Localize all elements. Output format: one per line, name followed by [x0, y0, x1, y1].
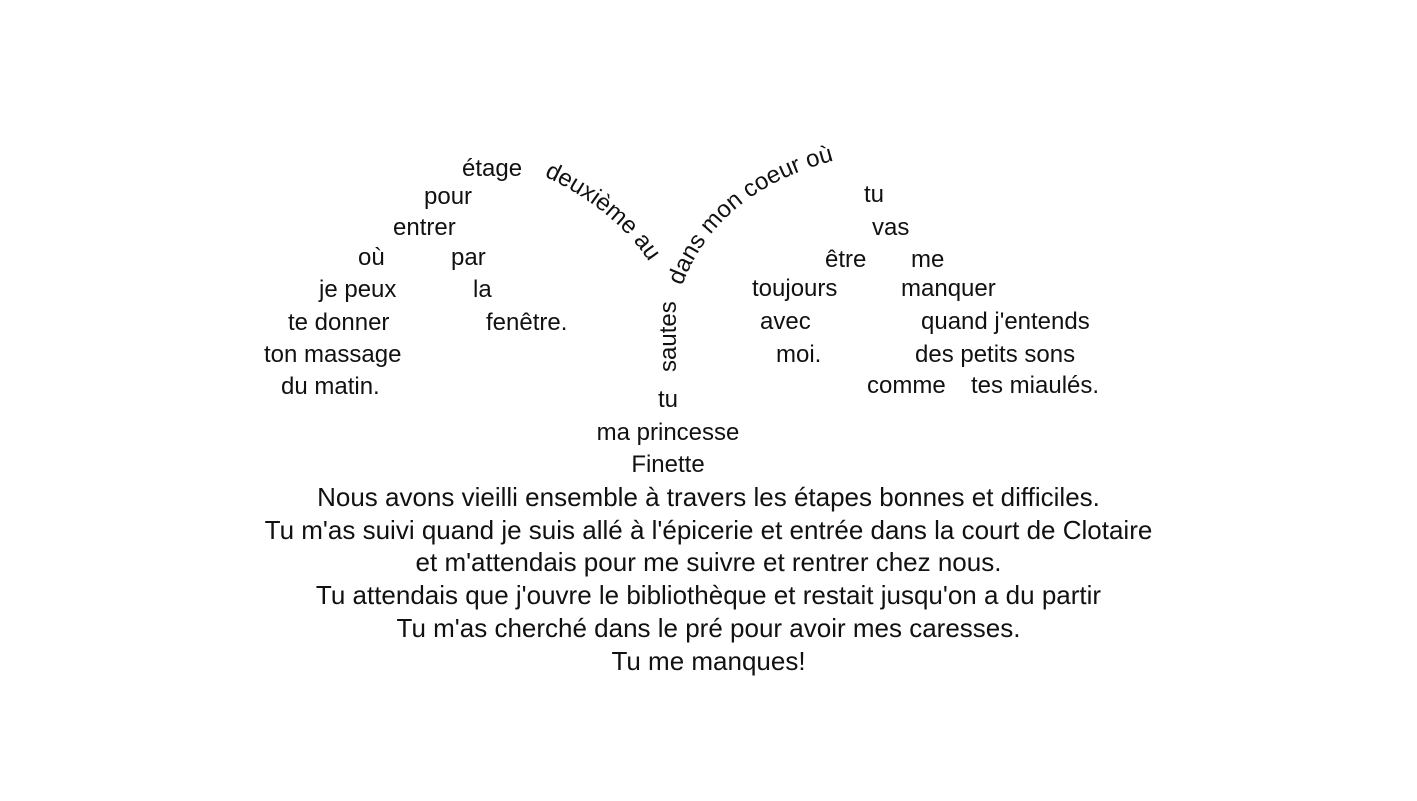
word: te donner [288, 309, 390, 336]
center-word: Finette [631, 451, 705, 478]
center-word: ma princesse [596, 419, 740, 446]
word: me [911, 246, 945, 273]
word: quand j'entends [921, 308, 1090, 335]
word: comme [867, 372, 946, 399]
poem-line: et m'attendais pour me suivre et rentrer chez nous. [415, 547, 1002, 577]
word: entrer [393, 214, 456, 241]
word: étage [462, 155, 523, 182]
word: par [451, 244, 486, 271]
word: fenêtre. [486, 309, 568, 336]
center-word: tu [657, 386, 679, 413]
word: tu [864, 181, 885, 208]
word: ton massage [264, 341, 402, 368]
word: je peux [319, 276, 397, 303]
poem-line: Tu m'as cherché dans le pré pour avoir mes caresses. [396, 613, 1021, 643]
word: du matin. [281, 373, 380, 400]
word: où [358, 244, 385, 271]
word: tes miaulés. [971, 372, 1100, 399]
stem-text: sautes [655, 301, 682, 372]
word: vas [872, 214, 910, 241]
word: pour [424, 183, 473, 210]
word: manquer [901, 275, 996, 302]
arc-left-text: deuxième au [541, 157, 667, 266]
word: toujours [752, 275, 838, 302]
word: être [825, 246, 867, 273]
poem-line: Tu me manques! [611, 646, 806, 676]
arc-right-text: dans mon coeur où [662, 140, 836, 289]
word: moi. [776, 341, 822, 368]
word: la [473, 276, 492, 303]
poem-line: Tu m'as suivi quand je suis allé à l'épicerie et entrée dans la court de Clotaire [264, 515, 1153, 545]
poem-line: Nous avons vieilli ensemble à travers les étapes bonnes et difficiles. [317, 482, 1100, 512]
word: avec [760, 308, 811, 335]
word: des petits sons [915, 341, 1076, 368]
poem-line: Tu attendais que j'ouvre le bibliothèque et restait jusqu'on a du partir [315, 580, 1102, 610]
